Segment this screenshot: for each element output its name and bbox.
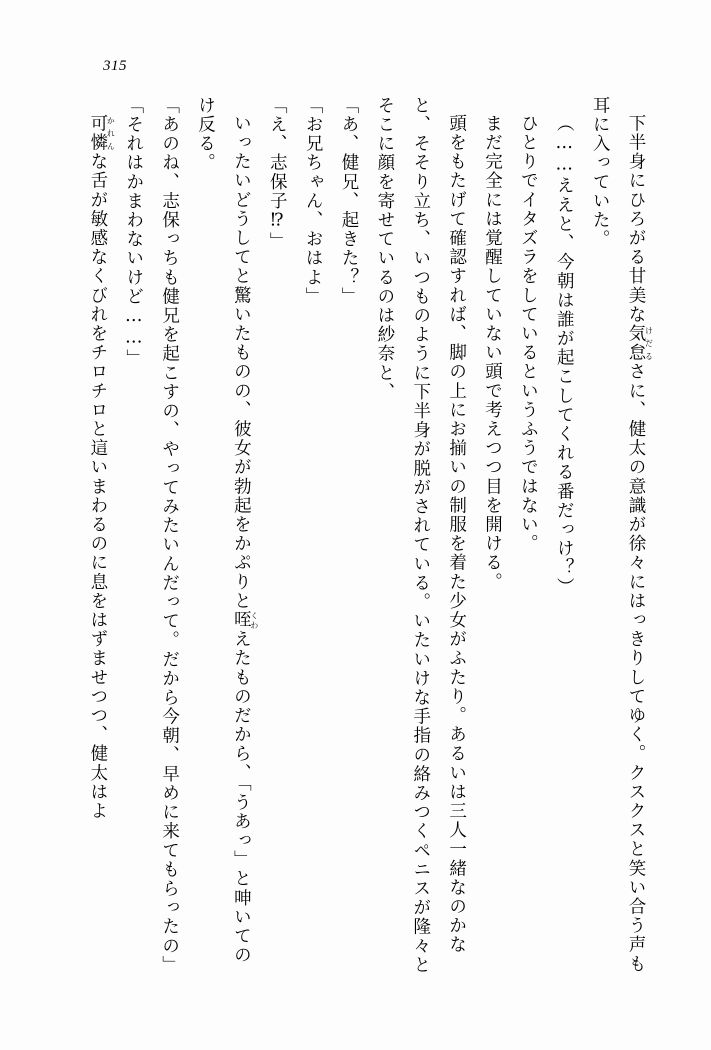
ruby-kuwa: 咥くわ bbox=[231, 610, 259, 630]
dialogue-line: 「え、志保子⁉」 bbox=[267, 96, 288, 252]
dialogue-line: 「あのね、志保っちも健兄を起こすの、やってみたいんだって。だから今朝、早めに来てもらったの」 bbox=[159, 96, 180, 975]
page-number: 315 bbox=[103, 58, 127, 74]
paragraph: 頭をもたげて確認すれば、脚の上にお揃いの制服を着た少女がふたり。あるいは三人一緒なのかなと、そそり立ち、いつものように下半身が脱がされている。いたいけな手指の絡みつくペニスが隆々とそこに顔を寄せているのは紗奈と、 bbox=[374, 96, 467, 975]
paragraph: ひとりでイタズラをしているというふうではない。 bbox=[518, 113, 539, 553]
paragraph: いったいどうしてと驚いたものの、彼女が勃起をかぷりと咥くわえたものだから、「うあっ」と呻いてのけ反る。 bbox=[195, 96, 259, 965]
paragraph: （……ええと、今朝は誰が起こしてくれる番だっけ？） bbox=[554, 113, 575, 596]
paragraph: 可憐かれんな舌が敏感なくびれをチロチロと這いまわるのに息をはずませつつ、健太はよ bbox=[87, 113, 116, 821]
dialogue-line: 「お兄ちゃん、おはよ」 bbox=[303, 96, 324, 307]
paragraph: まだ完全には覚醒していない頭で考えつつ目を開ける。 bbox=[482, 113, 503, 591]
ruby-kedaru: 気怠けだる bbox=[626, 323, 654, 362]
dialogue-line: 「あ、健兄、起きた？」 bbox=[339, 96, 359, 307]
ruby-karen: 可憐かれん bbox=[87, 113, 116, 152]
paragraph: 下半身にひろがる甘美な気怠けだるさに、健太の意識が徐々にはっきりしてゆく。クスクスと笑い合う声も耳に入っていた。 bbox=[590, 96, 654, 974]
dialogue-line: 「それはかまわないけど……」 bbox=[123, 96, 144, 369]
vertical-text-body bbox=[87, 96, 654, 976]
